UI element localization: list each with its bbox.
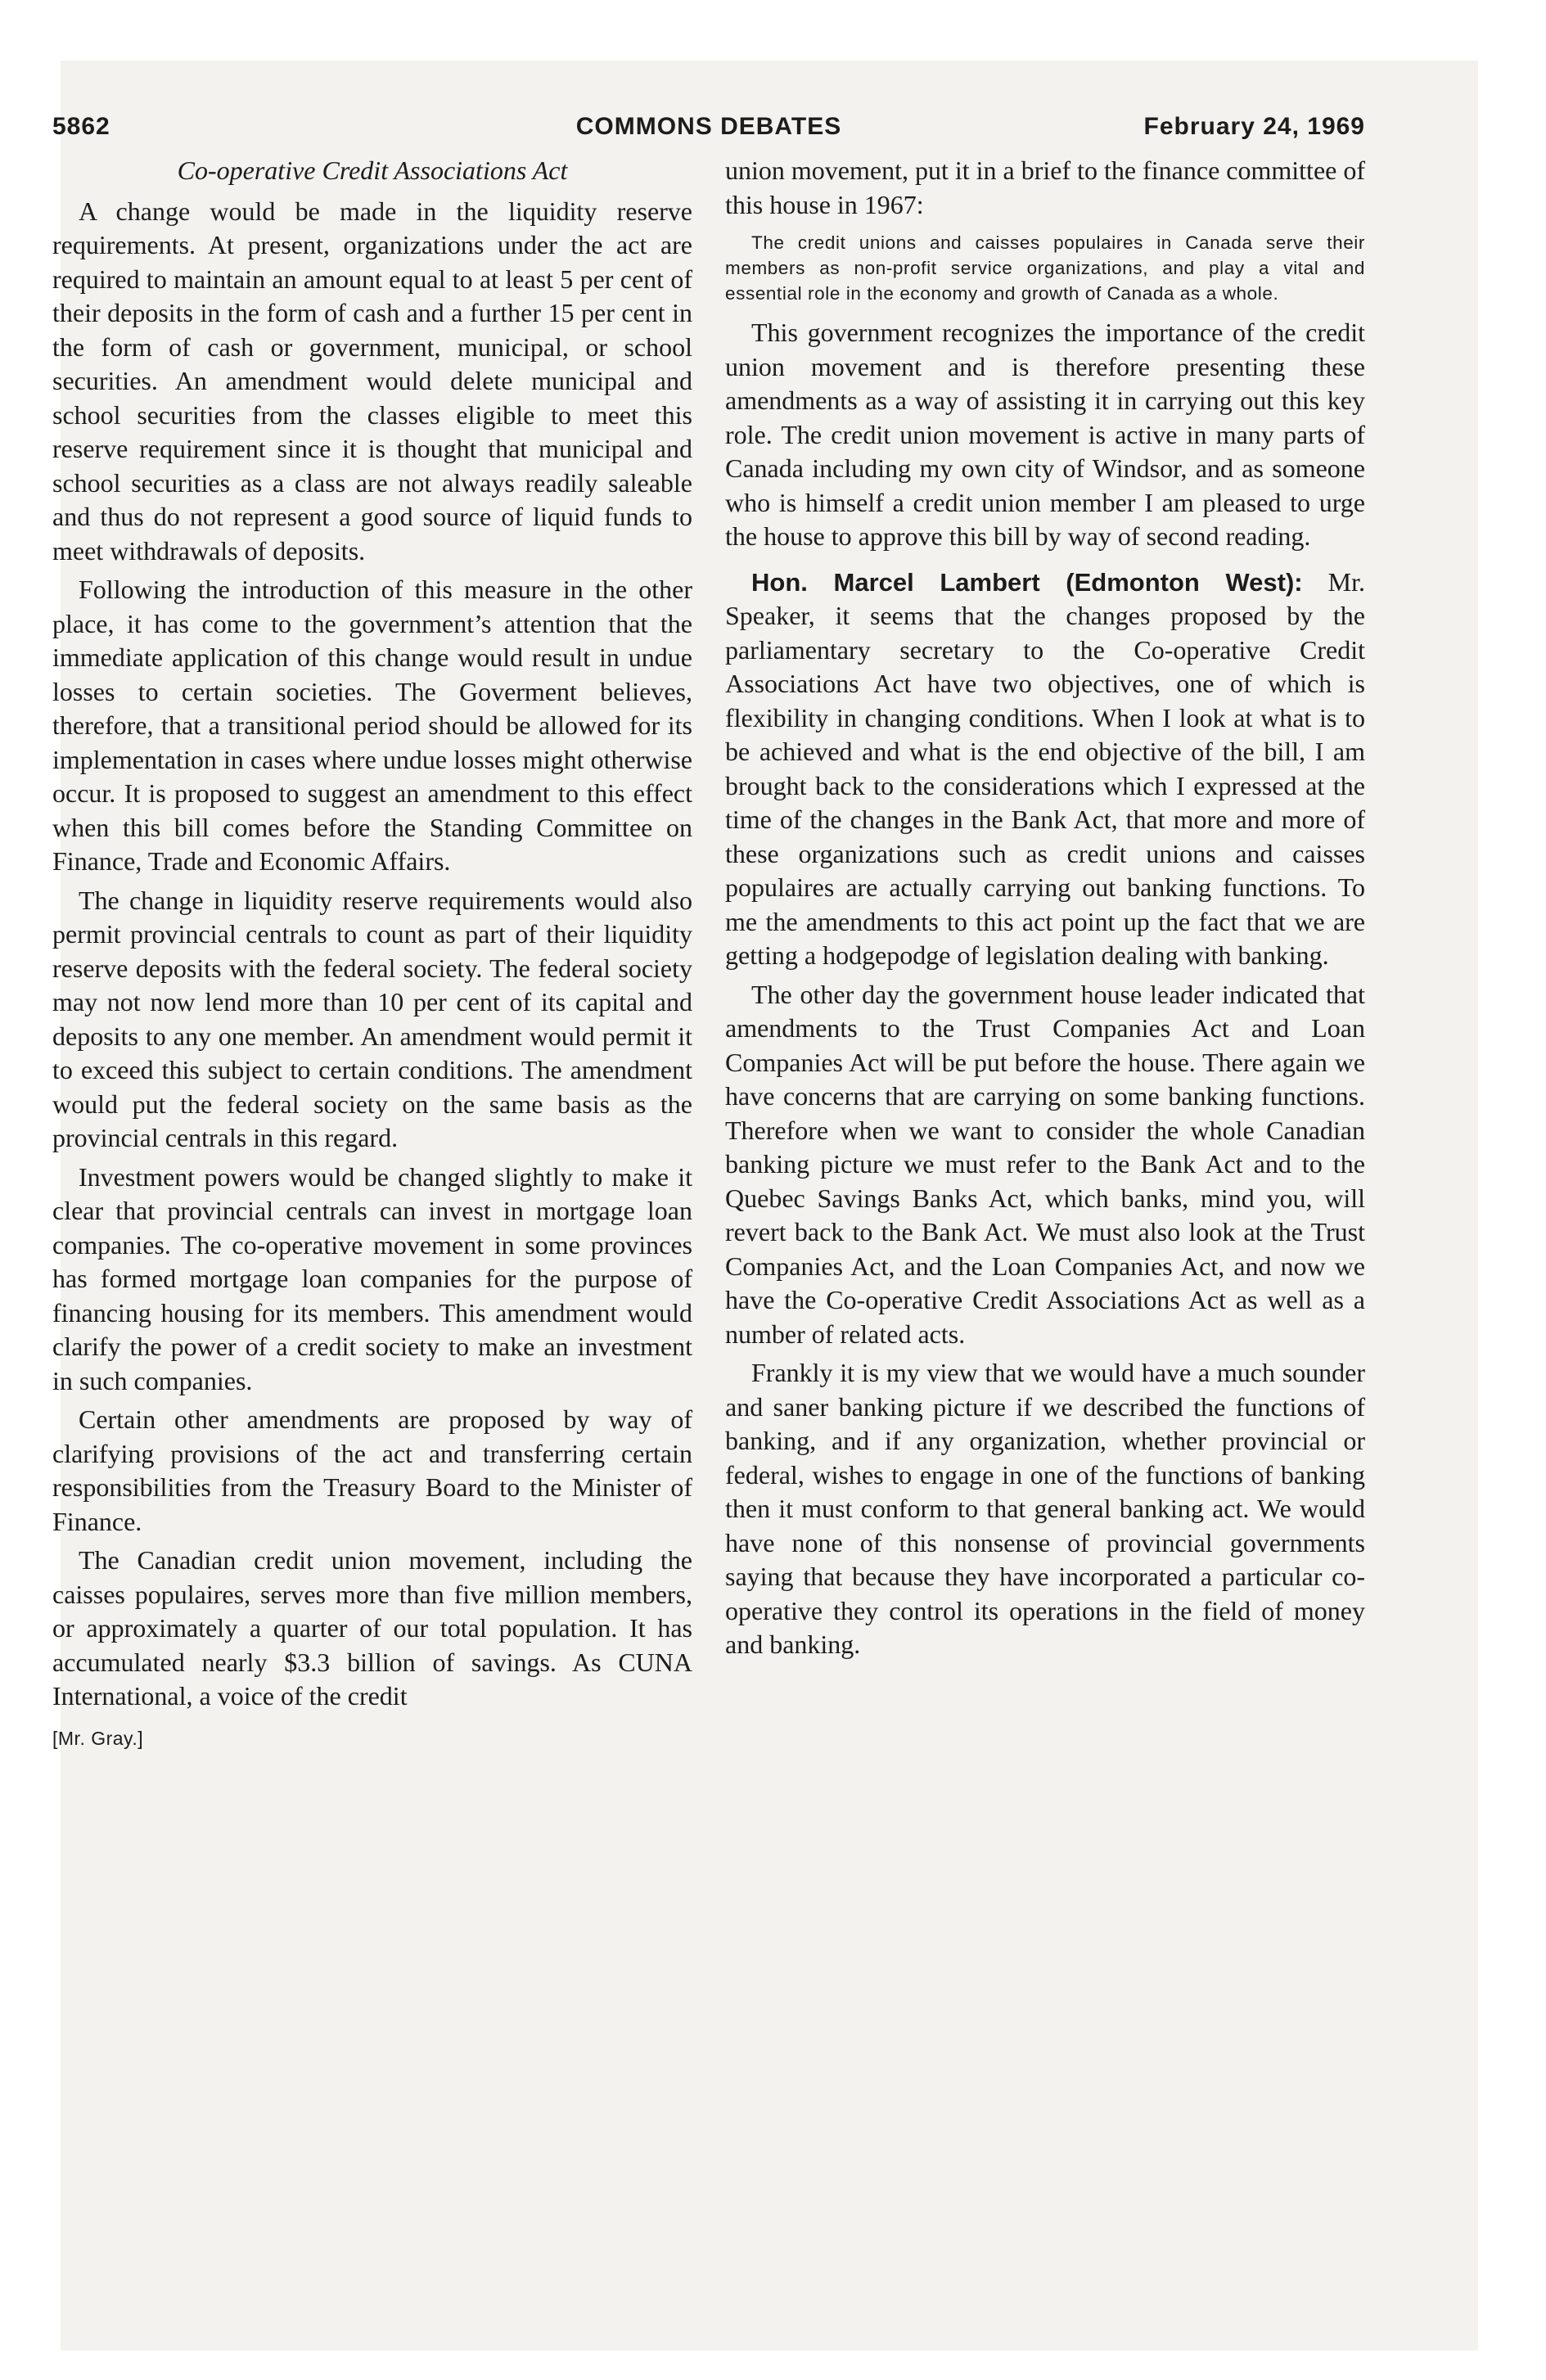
- document-page: [52, 108, 1365, 1749]
- paragraph: The change in liquidity reserve requirements would also permit provincial centrals to count as part of their liquidity reserve deposits with the federal society. The federal society may not now lend more than 10 per cent of its capital and deposits to any one member. An amendment would permit it to exceed this subject to certain conditions. The amendment would put the federal society on the same basis as the provincial centrals in this regard.: [52, 885, 692, 1152]
- left-column: [52, 154, 692, 1756]
- paragraph: Frankly it is my view that we would have a much sounder and saner banking picture if we described the functions of banking, and if any organization, whether provincial or federal, wishes to engage in one of the functions of banking then it must conform to that general banking act. We would have none of this nonsense of provincial governments saying that because they have incorporated a particular co-operative they control its operations in the field of money and banking.: [725, 1358, 1365, 1659]
- right-column: [725, 154, 1365, 1662]
- paragraph-continued: union movement, put it in a brief to the finance committee of this house in 1967:: [725, 156, 1365, 219]
- paragraph: The other day the government house leader indicated that amendments to the Trust Companies Act and Loan Companies Act will be put before the house. There again we have concerns that are carrying on some banking functions. Therefore when we want to consider the whole Canadian banking picture we must refer to the Bank Act and to the Quebec Savings Banks Act, which banks, mind you, will revert back to the Bank Act. We must also look at the Trust Companies Act, and the Loan Companies Act, and now we have the Co-operative Credit Associations Act as well as a number of related acts.: [725, 979, 1365, 1349]
- block-quote: The credit unions and caisses populaires in Canada serve their members as non-profit service organizations, and play a vital and essential role in the economy and growth of Canada as a whole.: [725, 232, 1365, 304]
- speaker-footer: [Mr. Gray.]: [52, 1727, 144, 1749]
- paragraph: This government recognizes the importance of the credit union movement and is therefore presenting these amendments as a way of assisting it in carrying out this key role. The credit union movement is active in many parts of Canada including my own city of Windsor, and as someone who is himself a credit union member I am pleased to urge the house to approve this bill by way of second reading.: [725, 318, 1365, 551]
- page-number: 5862: [52, 113, 110, 140]
- running-title: Co-operative Credit Associations Act: [177, 156, 568, 185]
- paragraph: Following the introduction of this measure in the other place, it has come to the government’s attention that the immediate application of this change would result in undue losses to certain societies. The Goverment believes, therefore, that a transitional period should be allowed for its implementation in cases where undue losses might otherwise occur. It is proposed to suggest an amendment to this effect when this bill comes before the Standing Committee on Finance, Trade and Economic Affairs.: [52, 575, 692, 876]
- speaker-name: Hon. Marcel Lambert (Edmonton West):: [751, 567, 1303, 597]
- publication-title: COMMONS DEBATES: [575, 113, 842, 140]
- paragraph: A change would be made in the liquidity reserve requirements. At present, organizations under the act are required to maintain an amount equal to at least 5 per cent of their deposits in the form of cash and a further 15 per cent in the form of cash or government, municipal, or school securities. An amendment would delete municipal and school securities from the classes eligible to meet this reserve requirement since it is thought that municipal and school securities as a class are not always readily saleable and thus do not represent a good source of liquid funds to meet withdrawals of deposits.: [52, 196, 692, 566]
- speaker-text: Mr. Speaker, it seems that the changes proposed by the parliamentary secretary to the Co-operative Credit Associations Act have two objectives, one of which is flexibility in changing conditions. When I look at what is to be achieved and what is the end objective of the bill, I am brought back to the considerations which I expressed at the time of the changes in the Bank Act, that more and more of these organizations such as credit unions and caisses populaires are actually carrying out banking functions. To me the amendments to this act point up the fact that we are getting a hodgepodge of legislation dealing with banking.: [725, 566, 1365, 970]
- paragraph: The Canadian credit union movement, including the caisses populaires, serves more than five million members, or approximately a quarter of our total population. It has accumulated nearly $3.3 billion of savings. As CUNA International, a voice of the credit: [52, 1545, 692, 1711]
- page-date: February 24, 1969: [1143, 113, 1365, 140]
- page-header: [52, 108, 1365, 154]
- paragraph: Investment powers would be changed slightly to make it clear that provincial centrals can invest in mortgage loan companies. The co-operative movement in some provinces has formed mortgage loan companies for the purpose of financing housing for its members. This amendment would clarify the power of a credit society to make an investment in such companies.: [52, 1161, 692, 1395]
- speaker-paragraph: [725, 566, 1365, 973]
- paragraph: Certain other amendments are proposed by way of clarifying provisions of the act and transferring certain responsibilities from the Treasury Board to the Minister of Finance.: [52, 1404, 692, 1536]
